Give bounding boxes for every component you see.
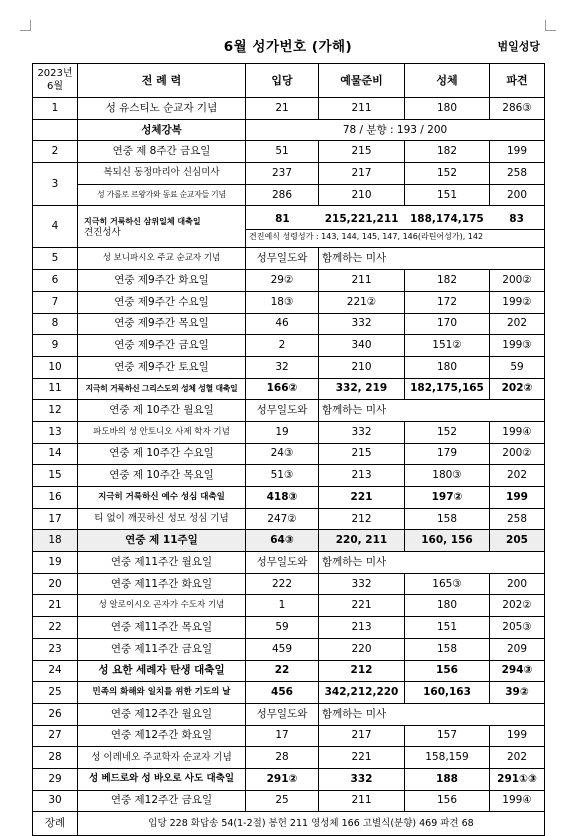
table-row: 19 연중 제11주간 월요일 성무일도와 함께하는 미사 (33, 552, 545, 574)
table-row: 20 연중 제11주간 화요일 222 332 165③ 200 (33, 573, 545, 595)
table-row: 29 성 베드로와 성 바오로 사도 대축일 291② 332 188 291①③ (33, 768, 545, 790)
table-row: 23 연중 제11주간 금요일 459 220 158 209 (33, 638, 545, 660)
table-row: 1 성 유스티노 순교자 기념 21 211 180 286③ (33, 98, 545, 120)
table-row-funeral: 장례 입당 228 화답송 54(1-2절) 봉헌 211 영성체 166 고별식(분향) 469 파견 68 (33, 812, 545, 836)
table-row: 15 연중 제 10주간 목요일 51③ 213 180③ 202 (33, 465, 545, 487)
table-row: 25 민족의 화해와 일치를 위한 기도의 날 456 342,212,220 160,163 39② (33, 682, 545, 704)
table-row: 3 복되신 동정마리아 신심미사 237 217 152 258 (33, 163, 545, 185)
header-offertory: 예물준비 (319, 64, 405, 98)
table-row: 8 연중 제9주간 목요일 46 332 170 202 (33, 313, 545, 335)
table-row: 4 지극히 거룩하신 삼위일체 대축일 견진성사 81 215,221,211 188,174,175 83 견진예식 성령성가 : 143, 144, 145, 147, 146(라틴어성가), 142 (33, 206, 545, 248)
parish-name: 범일성당 (497, 40, 540, 53)
header-date: 2023년 6월 (33, 64, 78, 98)
header-entrance: 입당 (246, 64, 319, 98)
table-row: 성 가롤로 르왕가와 동료 순교자들 기념 286 210 151 200 (33, 184, 545, 206)
header-communion: 성체 (405, 64, 490, 98)
table-row: 17 티 없이 깨끗하신 성모 성심 기념 247② 212 158 258 (33, 508, 545, 530)
table-row: 9 연중 제9주간 금요일 2 340 151② 199③ (33, 335, 545, 357)
page-corner-mark (545, 20, 556, 31)
table-row: 21 성 알로이시오 곤자가 수도자 기념 1 221 180 202② (33, 595, 545, 617)
table-row: 2 연중 제 8주간 금요일 51 215 182 199 (33, 141, 545, 163)
table-row: 30 연중 제12주간 금요일 25 211 156 199④ (33, 790, 545, 812)
table-row: 28 성 이레네오 주교학자 순교자 기념 28 221 158,159 202 (33, 747, 545, 769)
table-row: 27 연중 제12주간 화요일 17 217 157 199 (33, 725, 545, 747)
table-row: 16 지극히 거룩하신 예수 성심 대축일 418③ 221 197② 199 (33, 487, 545, 509)
page-corner-mark (20, 20, 31, 31)
table-row: 5 성 보니파시오 주교 순교자 기념 성무일도와 함께하는 미사 (33, 248, 545, 270)
document-header (32, 33, 544, 57)
table-row: 14 연중 제 10주간 수요일 24③ 215 179 200② (33, 443, 545, 465)
table-row: 26 연중 제12주간 월요일 성무일도와 함께하는 미사 (33, 703, 545, 725)
table-row: 6 연중 제9주간 화요일 29② 211 182 200② (33, 270, 545, 292)
document-title: 6월 성가번호 (가해) (223, 39, 353, 55)
table-row: 10 연중 제9주간 토요일 32 210 180 59 (33, 356, 545, 378)
table-row: 성체강복 78 / 분향 : 193 / 200 (33, 119, 545, 141)
header-dismissal: 파견 (490, 64, 545, 98)
header-liturgy: 전 례 력 (78, 64, 246, 98)
table-row: 13 파도바의 성 안토니오 사제 학자 기념 19 332 152 199④ (33, 421, 545, 443)
table-row: 12 연중 제 10주간 월요일 성무일도와 함께하는 미사 (33, 400, 545, 422)
table-header-row (33, 64, 545, 98)
hymn-schedule-table (32, 63, 545, 836)
table-row: 24 성 요한 세례자 탄생 대축일 22 212 156 294③ (33, 660, 545, 682)
table-row: 18 연중 제 11주일 64③ 220, 211 160, 156 205 (33, 530, 545, 552)
table-row: 7 연중 제9주간 수요일 18③ 221② 172 199② (33, 291, 545, 313)
table-row: 22 연중 제11주간 목요일 59 213 151 205③ (33, 617, 545, 639)
table-row: 11 지극히 거룩하신 그리스도의 성체 성혈 대축일 166② 332, 219 182,175,165 202② (33, 378, 545, 400)
